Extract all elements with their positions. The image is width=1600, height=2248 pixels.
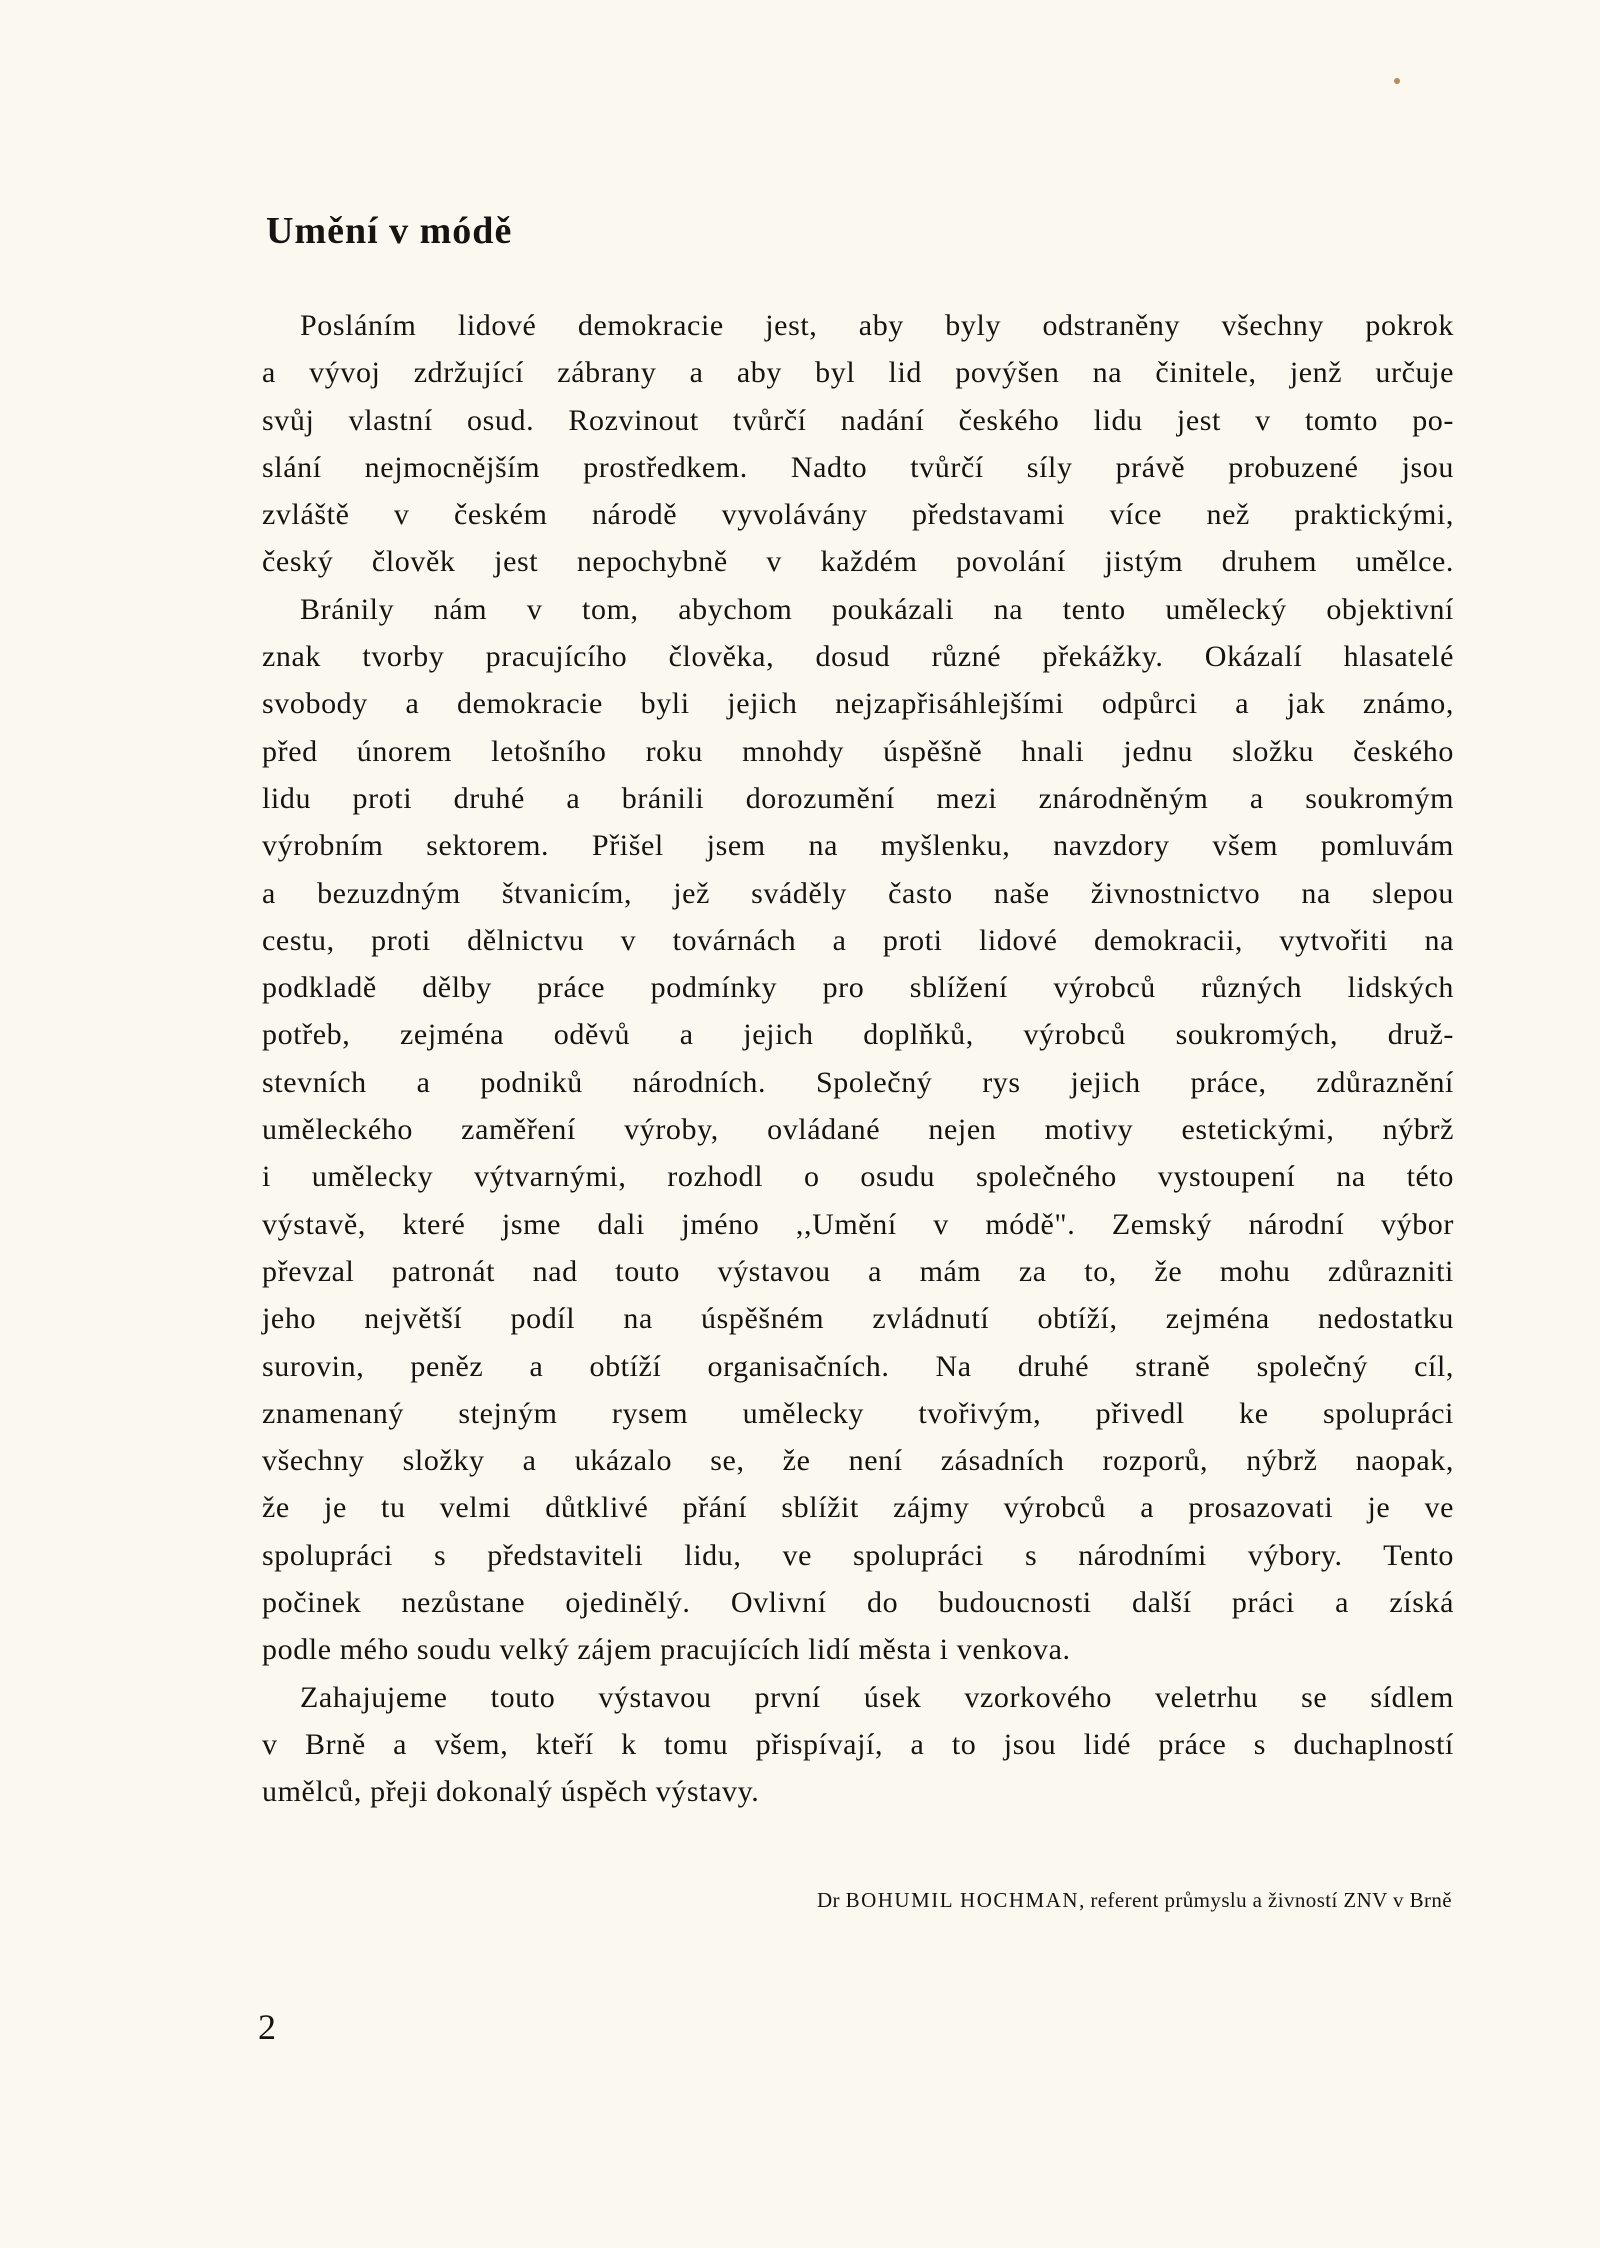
text-line: Bránily nám v tom, abychom poukázali na tento umělecký objektivní — [300, 592, 1454, 626]
text-line: a bezuzdným štvanicím, jež sváděly často naše živnostnictvo na slepou — [262, 876, 1454, 910]
text-line: Posláním lidové demokracie jest, aby byly odstraněny všechny pokrok — [300, 309, 1454, 342]
text-line: spolupráci s představiteli lidu, ve spolupráci s národními výbory. Tento — [262, 1538, 1454, 1572]
text-line: a vývoj zdržující zábrany a aby byl lid povýšen na činitele, jenž určuje — [262, 356, 1454, 390]
text-line: v Brně a všem, kteří k tomu přispívají, a to jsou lidé práce s duchaplností — [262, 1727, 1454, 1761]
text-line: umělců, přeji dokonalý úspěch výstavy. — [262, 1775, 760, 1809]
text-line: výstavě, které jsme dali jméno ,,Umění v módě". Zemský národní výbor — [262, 1207, 1454, 1241]
signature-role: , referent průmyslu a živností ZNV v Brně — [1079, 1888, 1452, 1912]
text-line: znamenaný stejným rysem umělecky tvořivým, přivedl ke spolupráci — [262, 1396, 1454, 1430]
signature-prefix: Dr — [816, 1888, 846, 1912]
text-line: počinek nezůstane ojedinělý. Ovlivní do budoucnosti další práci a získá — [262, 1586, 1454, 1620]
text-line: zvláště v českém národě vyvolávány představami více než praktickými, — [262, 498, 1454, 532]
text-line: podkladě dělby práce podmínky pro sblížení výrobců různých lidských — [262, 971, 1454, 1005]
text-line: cestu, proti dělnictvu v továrnách a proti lidové demokracii, vytvořiti na — [262, 923, 1454, 957]
text-line: všechny složky a ukázalo se, že není zásadních rozporů, nýbrž naopak, — [262, 1444, 1454, 1478]
text-line: uměleckého zaměření výroby, ovládané nejen motivy estetickými, nýbrž — [262, 1113, 1454, 1147]
paragraph-3 — [262, 1674, 1454, 1816]
text-line: svůj vlastní osud. Rozvinout tvůrčí nadání českého lidu jest v tomto po- — [262, 403, 1454, 437]
text-line: převzal patronát nad touto výstavou a mám za to, že mohu zdůrazniti — [262, 1254, 1454, 1288]
text-line: znak tvorby pracujícího člověka, dosud různé překážky. Okázalí hlasatelé — [262, 640, 1454, 674]
text-line: lidu proti druhé a bránili dorozumění mezi znárodněným a soukromým — [262, 781, 1454, 815]
page-title: Umění v módě — [266, 210, 513, 252]
text-line: český člověk jest nepochybně v každém povolání jistým druhem umělce. — [262, 545, 1454, 579]
text-line: Zahajujeme touto výstavou první úsek vzorkového veletrhu se sídlem — [300, 1680, 1454, 1714]
signature-name: BOHUMIL HOCHMAN — [845, 1888, 1080, 1912]
text-line: potřeb, zejména oděvů a jejich doplňků, výrobců soukromých, druž- — [262, 1018, 1454, 1052]
text-line: že je tu velmi důtklivé přání sblížit zájmy výrobců a prosazovati je ve — [262, 1491, 1454, 1525]
paragraph-2 — [262, 586, 1454, 1674]
text-line: před únorem letošního roku mnohdy úspěšně hnali jednu složku českého — [262, 734, 1454, 768]
author-signature — [600, 1885, 1452, 1915]
text-line: slání nejmocnějším prostředkem. Nadto tvůrčí síly právě probuzené jsou — [262, 450, 1454, 484]
text-line: stevních a podniků národních. Společný rys jejich práce, zdůraznění — [262, 1065, 1454, 1099]
paper-speck — [1394, 78, 1400, 84]
text-line: podle mého soudu velký zájem pracujících lidí města i venkova. — [262, 1633, 1071, 1667]
paragraph-1 — [262, 302, 1454, 586]
text-line: i umělecky výtvarnými, rozhodl o osudu společného vystoupení na této — [262, 1160, 1454, 1194]
text-line: surovin, peněz a obtíží organisačních. Na druhé straně společný cíl, — [262, 1349, 1454, 1383]
text-line: svobody a demokracie byli jejich nejzapřisáhlejšími odpůrci a jak známo, — [262, 687, 1454, 721]
article-body — [262, 302, 1454, 1816]
text-line: výrobním sektorem. Přišel jsem na myšlenku, navzdory všem pomluvám — [262, 829, 1454, 863]
page-number: 2 — [258, 2007, 276, 2047]
text-line: jeho největší podíl na úspěšném zvládnutí obtíží, zejména nedostatku — [262, 1302, 1454, 1336]
